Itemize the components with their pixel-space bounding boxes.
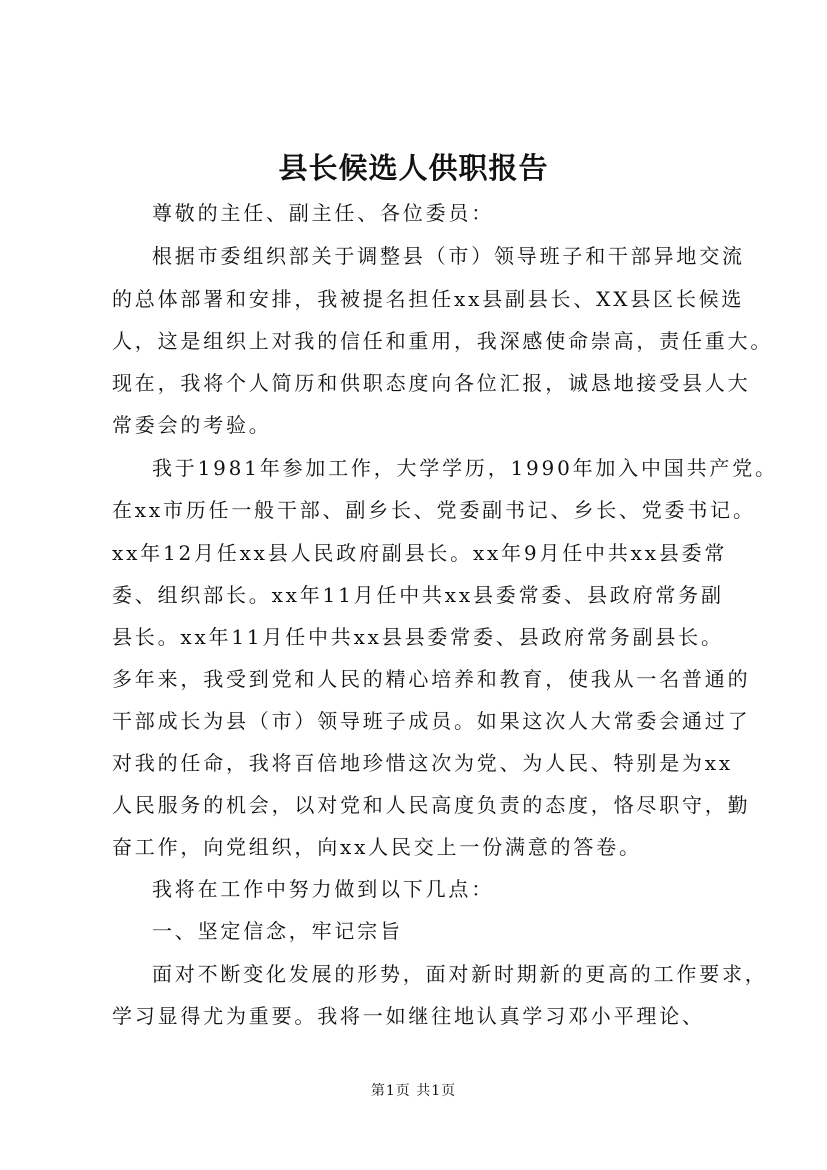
paragraph-line: 县长。xx年11月任中共xx县县委常委、县政府常务副县长。 — [112, 625, 724, 649]
document-title: 县长候选人供职报告 — [278, 151, 549, 185]
paragraph-line: 人民服务的机会，以对党和人民高度负责的态度，恪尽职守，勤 — [112, 793, 751, 817]
paragraph-line: 人，这是组织上对我的信任和重用，我深感使命崇高，责任重大。 — [112, 329, 774, 353]
paragraph-line: 委、组织部长。xx年11月任中共xx县委常委、县政府常务副 — [112, 583, 724, 607]
paragraph-line: 的总体部署和安排，我被提名担任xx县副县长、XX县区长候选 — [112, 287, 745, 311]
paragraph-line: 干部成长为县（市）领导班子成员。如果这次人大常委会通过了 — [112, 709, 751, 733]
paragraph-line: 对我的任命，我将百倍地珍惜这次为党、为人民、特别是为xx — [112, 751, 733, 775]
page-footer: 第1页 共1页 — [370, 1083, 457, 1099]
paragraph-line: 根据市委组织部关于调整县（市）领导班子和干部异地交流 — [152, 244, 745, 268]
paragraph-line: 常委会的考验。 — [112, 413, 272, 437]
paragraph-line: 多年来，我受到党和人民的精心培养和教育，使我从一名普通的 — [112, 667, 751, 691]
paragraph-line: 学习显得尤为重要。我将一如继往地认真学习邓小平理论、 — [112, 1004, 705, 1028]
paragraph-line: 现在，我将个人简历和供职态度向各位汇报，诚恳地接受县人大 — [112, 371, 751, 395]
paragraph-line: xx年12月任xx县人民政府副县长。xx年9月任中共xx县委常 — [112, 541, 728, 565]
paragraph-line: 面对不断变化发展的形势，面对新时期新的更高的工作要求， — [152, 962, 768, 986]
paragraph-line: 我将在工作中努力做到以下几点： — [152, 877, 494, 901]
paragraph-line: 在xx市历任一般干部、副乡长、党委副书记、乡长、党委书记。 — [112, 498, 756, 522]
paragraph-line: 我于1981年参加工作，大学学历，1990年加入中国共产党。 — [152, 456, 778, 480]
paragraph-line: 奋工作，向党组织，向xx人民交上一份满意的答卷。 — [112, 835, 642, 859]
salutation-line: 尊敬的主任、副主任、各位委员： — [152, 201, 494, 225]
section-heading: 一、坚定信念，牢记宗旨 — [152, 919, 403, 943]
